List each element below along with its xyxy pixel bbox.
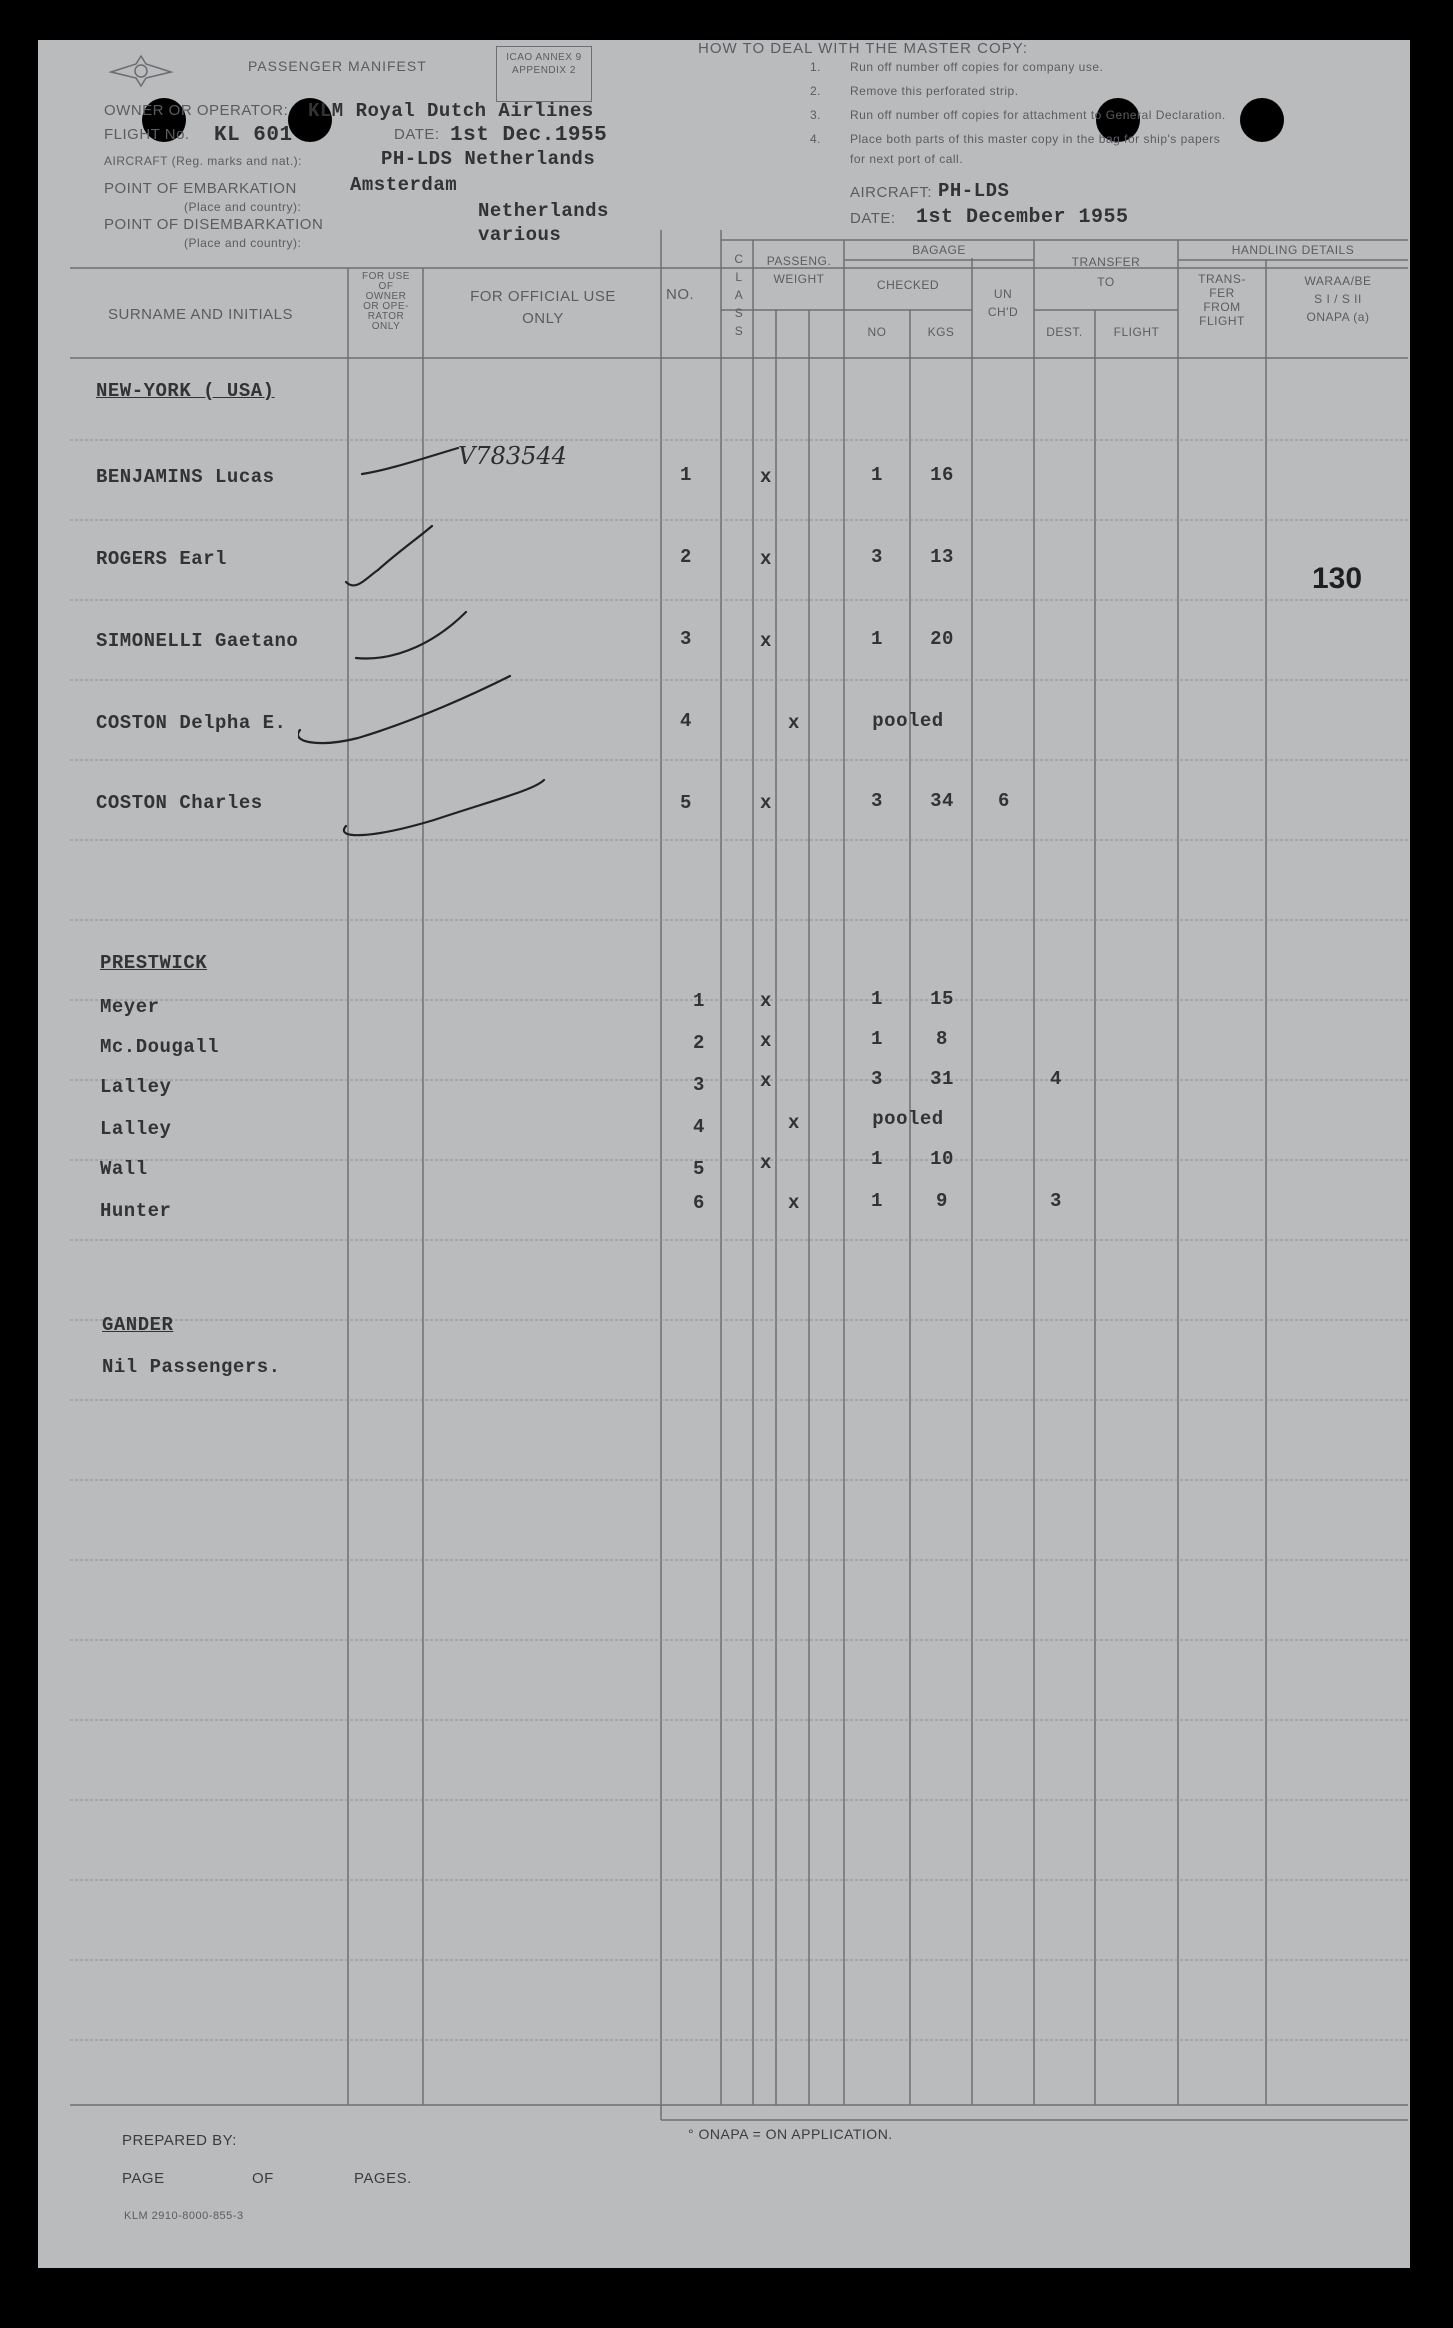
col-checked-no: NO [867,325,887,339]
weight-mark: x [760,466,772,488]
instruction-3-text: Run off number off copies for attachment to General Declaration. [850,108,1226,122]
passenger-no: 4 [680,710,692,732]
embarkation-label: POINT OF EMBARKATION [104,180,297,197]
col-dest: DEST. [1046,325,1083,339]
bag-count: 1 [871,628,883,650]
col-flight: FLIGHT [1113,325,1160,339]
bag-kgs: 10 [930,1148,954,1170]
section-heading-gander: GANDER [102,1314,174,1336]
passenger-no: 5 [693,1158,705,1180]
owner-value: KLM Royal Dutch Airlines [308,100,594,122]
passenger-name: ROGERS Earl [96,548,227,570]
pages-label: PAGES. [354,2170,412,2187]
passenger-name: Lalley [100,1118,172,1140]
col-waraa: WARAA/BE S I / S II ONAPA (a) [1304,274,1372,324]
col-baggage: BAGAGE [912,243,966,257]
weight-mark: x [788,1192,800,1214]
embarkation-country: Netherlands [478,200,609,222]
passenger-no: 6 [693,1192,705,1214]
bag-kgs: 9 [936,1190,948,1212]
instruction-3-num: 3. [810,108,822,122]
weight-mark: x [760,630,772,652]
handwritten-check-marks [298,430,628,870]
right-aircraft-value: PH-LDS [938,180,1010,202]
weight-mark: x [760,1030,772,1052]
passenger-name: Mc.Dougall [100,1036,220,1058]
passenger-name: COSTON Delpha E. [96,712,287,734]
passenger-no: 3 [680,628,692,650]
gander-note: Nil Passengers. [102,1356,281,1378]
bag-count: pooled [872,1108,944,1130]
passenger-no: 1 [693,990,705,1012]
stamped-page-number: 130 [1312,562,1363,595]
instruction-2-text: Remove this perforated strip. [850,84,1019,98]
prepared-by-label: PREPARED BY: [122,2132,237,2149]
section-heading-new-york: NEW-YORK ( USA) [96,380,275,402]
flight-value: KL 601 [214,124,293,147]
flight-label: FLIGHT No. [104,126,190,143]
form-code: KLM 2910-8000-855-3 [124,2210,244,2222]
bag-kgs: 31 [930,1068,954,1090]
passenger-name: Lalley [100,1076,172,1098]
col-owner-use: FOR USE OF OWNER OR OPE- RATOR ONLY [362,271,410,332]
disembarkation-label: POINT OF DISEMBARKATION [104,216,324,233]
icao-annex-box [496,46,592,102]
col-passeng-weight: PASSENG. WEIGHT [766,254,832,286]
right-aircraft-label: AIRCRAFT: [850,184,933,201]
col-class: C L A S S [734,252,744,338]
aircraft-label: AIRCRAFT (Reg. marks and nat.): [104,154,302,168]
bag-count: 1 [871,1028,883,1050]
passenger-name: Hunter [100,1200,172,1222]
handwritten-passport-note: V783544 [458,442,567,470]
date-label: DATE: [394,126,440,143]
page-label: PAGE [122,2170,165,2187]
bag-unchecked: 3 [1050,1190,1062,1212]
col-official-use: FOR OFFICIAL USE ONLY [470,288,616,327]
instructions-title: HOW TO DEAL WITH THE MASTER COPY: [698,40,1028,57]
bag-count: 3 [871,1068,883,1090]
section-heading-prestwick: PRESTWICK [100,952,208,974]
bag-kgs: 8 [936,1028,948,1050]
passenger-name: Meyer [100,996,160,1018]
bag-count: 1 [871,1190,883,1212]
instruction-1-text: Run off number off copies for company use. [850,60,1104,74]
passenger-name: BENJAMINS Lucas [96,466,275,488]
col-handling-details: HANDLING DETAILS [1231,243,1355,257]
passenger-no: 2 [693,1032,705,1054]
form-grid-lines [38,40,1410,2268]
bag-count: 1 [871,464,883,486]
weight-mark: x [788,1112,800,1134]
klm-crown-logo [106,50,176,90]
bag-kgs: 16 [930,464,954,486]
date-value: 1st Dec.1955 [450,124,608,147]
col-checked-kgs: KGS [927,325,955,339]
disembarkation-value: various [478,224,562,246]
col-surname: SURNAME AND INITIALS [108,306,294,323]
manifest-page [38,40,1410,2268]
of-label: OF [252,2170,274,2187]
bag-count: 3 [871,546,883,568]
col-unchecked: UN CH'D [987,287,1019,319]
icao-appendix-line: APPENDIX 2 [512,65,576,76]
instruction-1-num: 1. [810,60,822,74]
aircraft-value: PH-LDS Netherlands [381,148,596,170]
icao-annex-line: ICAO ANNEX 9 [506,52,582,63]
weight-mark: x [760,792,772,814]
bag-unchecked: 6 [998,790,1010,812]
weight-mark: x [760,548,772,570]
col-checked: CHECKED [876,278,940,292]
passenger-no: 4 [693,1116,705,1138]
onapa-note: ° ONAPA = ON APPLICATION. [688,2126,893,2142]
passenger-name: SIMONELLI Gaetano [96,630,299,652]
bag-count: pooled [872,710,944,732]
passenger-name: Wall [100,1158,148,1180]
passenger-no: 1 [680,464,692,486]
embarkation-value: Amsterdam [350,174,458,196]
passenger-no: 5 [680,792,692,814]
bag-unchecked: 4 [1050,1068,1062,1090]
bag-kgs: 34 [930,790,954,812]
bag-kgs: 13 [930,546,954,568]
passenger-no: 2 [680,546,692,568]
weight-mark: x [788,712,800,734]
bag-count: 1 [871,988,883,1010]
embarkation-sub: (Place and country): [184,200,302,214]
bag-count: 3 [871,790,883,812]
instruction-4-num: 4. [810,132,822,146]
right-date-value: 1st December 1955 [916,206,1129,229]
right-date-label: DATE: [850,210,896,227]
weight-mark: x [760,990,772,1012]
col-no: NO. [666,286,695,303]
col-transfer-from-flight: TRANS- FER FROM FLIGHT [1198,272,1246,328]
form-title: PASSENGER MANIFEST [248,58,427,74]
owner-label: OWNER OR OPERATOR: [104,102,289,119]
bag-kgs: 20 [930,628,954,650]
passenger-name: COSTON Charles [96,792,263,814]
weight-mark: x [760,1152,772,1174]
punch-hole [1240,98,1284,142]
bag-count: 1 [871,1148,883,1170]
instruction-4-text: Place both parts of this master copy in the bag for ship's papers [850,132,1221,146]
col-transfer: TRANSFER TO [1071,255,1141,289]
passenger-no: 3 [693,1074,705,1096]
bag-kgs: 15 [930,988,954,1010]
instruction-4-cont: for next port of call. [850,152,964,166]
instruction-2-num: 2. [810,84,822,98]
disembarkation-sub: (Place and country): [184,236,302,250]
weight-mark: x [760,1070,772,1092]
